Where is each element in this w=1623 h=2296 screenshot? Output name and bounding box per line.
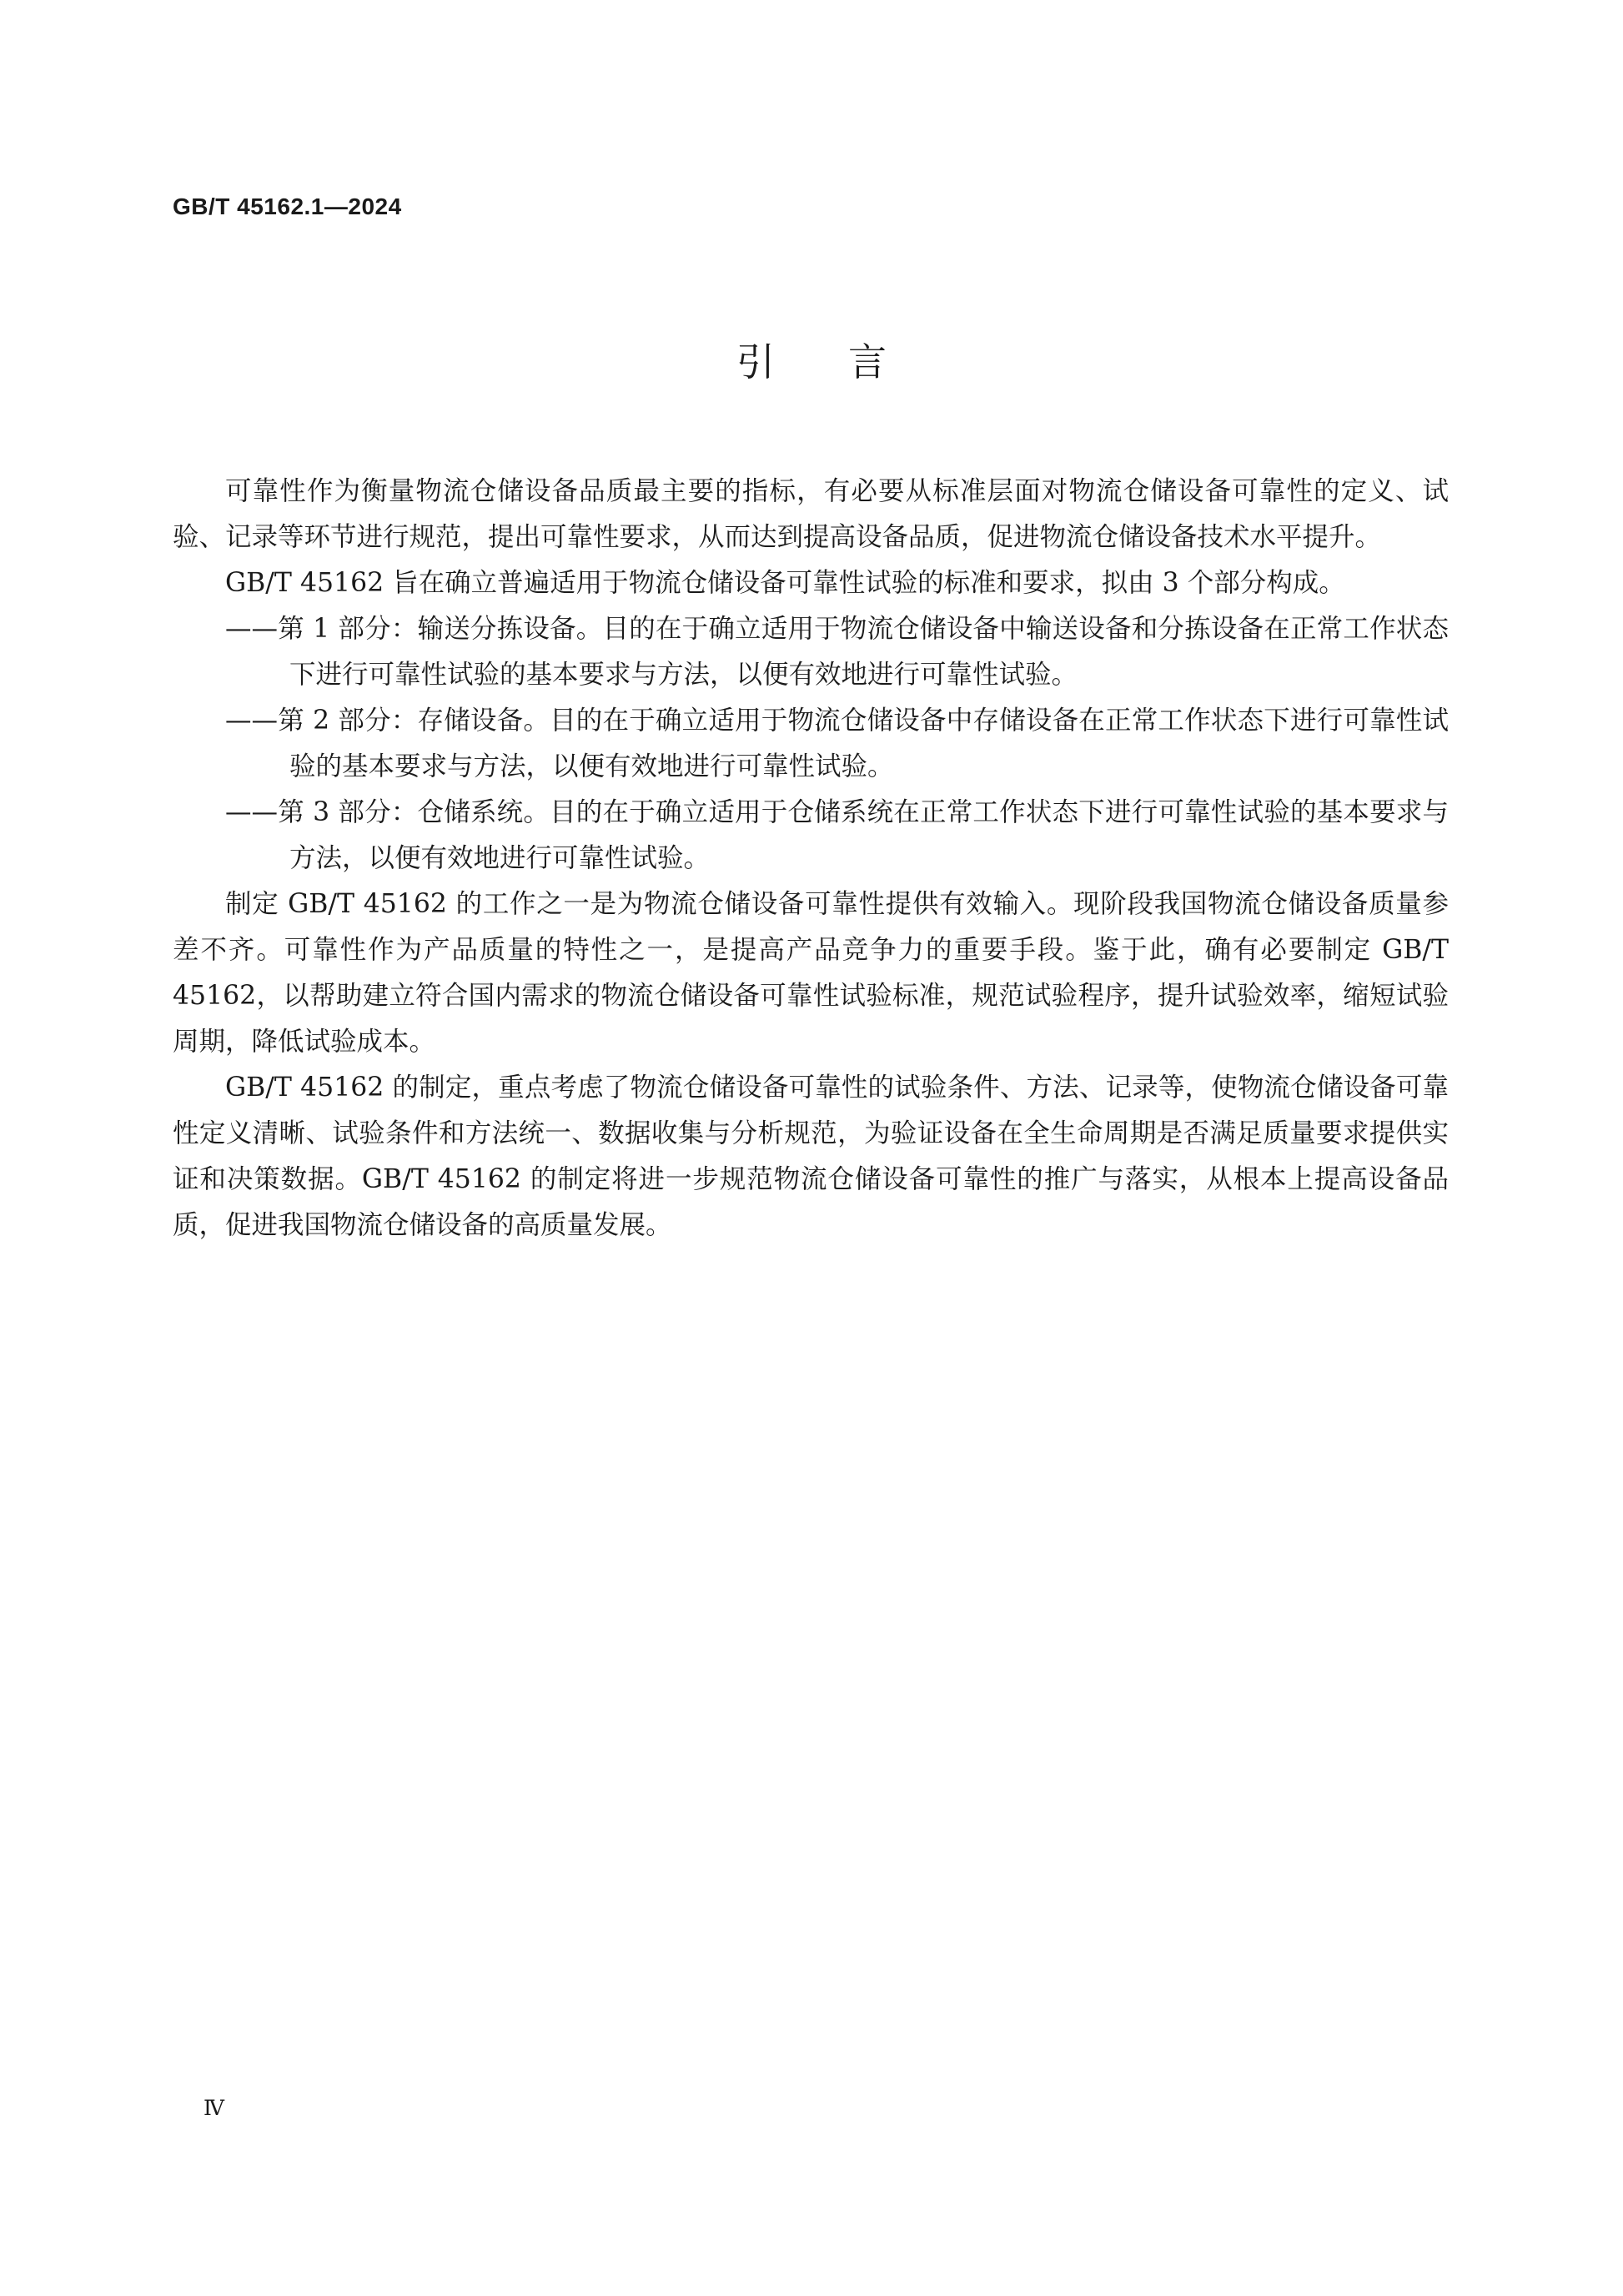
list-item-part-3: ——第 3 部分：仓储系统。目的在于确立适用于仓储系统在正常工作状态下进行可靠性试验的基本要求与方法，以便有效地进行可靠性试验。 [225,797,1449,873]
body-text [173,469,1449,1248]
list-item-part-1: ——第 1 部分：输送分拣设备。目的在于确立适用于物流仓储设备中输送设备和分拣设备在正常工作状态下进行可靠性试验的基本要求与方法，以便有效地进行可靠性试验。 [225,614,1449,690]
page-number: Ⅳ [204,2096,224,2120]
section-title: 引言 [736,339,960,384]
structure-paragraph: GB/T 45162 旨在确立普遍适用于物流仓储设备可靠性试验的标准和要求，拟由 3 个部分构成。 [225,568,1345,598]
standard-number-header: GB/T 45162.1—2024 [173,193,402,219]
summary-paragraph: GB/T 45162 的制定，重点考虑了物流仓储设备可靠性的试验条件、方法、记录等，使物流仓储设备可靠性定义清晰、试验条件和方法统一、数据收集与分析规范，为验证设备在全生命周期是否满足质量要求提供实证和决策数据。GB/T 45162 的制定将进一步规范物流仓储设备可靠性的推广与落实，从根本上提高设备品质，促进我国物流仓储设备的高质量发展。 [173,1073,1449,1240]
intro-paragraph: 可靠性作为衡量物流仓储设备品质最主要的指标，有必要从标准层面对物流仓储设备可靠性的定义、试验、记录等环节进行规范，提出可靠性要求，从而达到提高设备品质，促进物流仓储设备技术水平提升。 [173,476,1449,552]
rationale-paragraph: 制定 GB/T 45162 的工作之一是为物流仓储设备可靠性提供有效输入。现阶段我国物流仓储设备质量参差不齐。可靠性作为产品质量的特性之一，是提高产品竞争力的重要手段。鉴于此，确有必要制定 GB/T 45162，以帮助建立符合国内需求的物流仓储设备可靠性试验标准，规范试验程序，提升试验效率，缩短试验周期，降低试验成本。 [173,889,1449,1057]
list-item-part-2: ——第 2 部分：存储设备。目的在于确立适用于物流仓储设备中存储设备在正常工作状态下进行可靠性试验的基本要求与方法，以便有效地进行可靠性试验。 [225,706,1449,781]
